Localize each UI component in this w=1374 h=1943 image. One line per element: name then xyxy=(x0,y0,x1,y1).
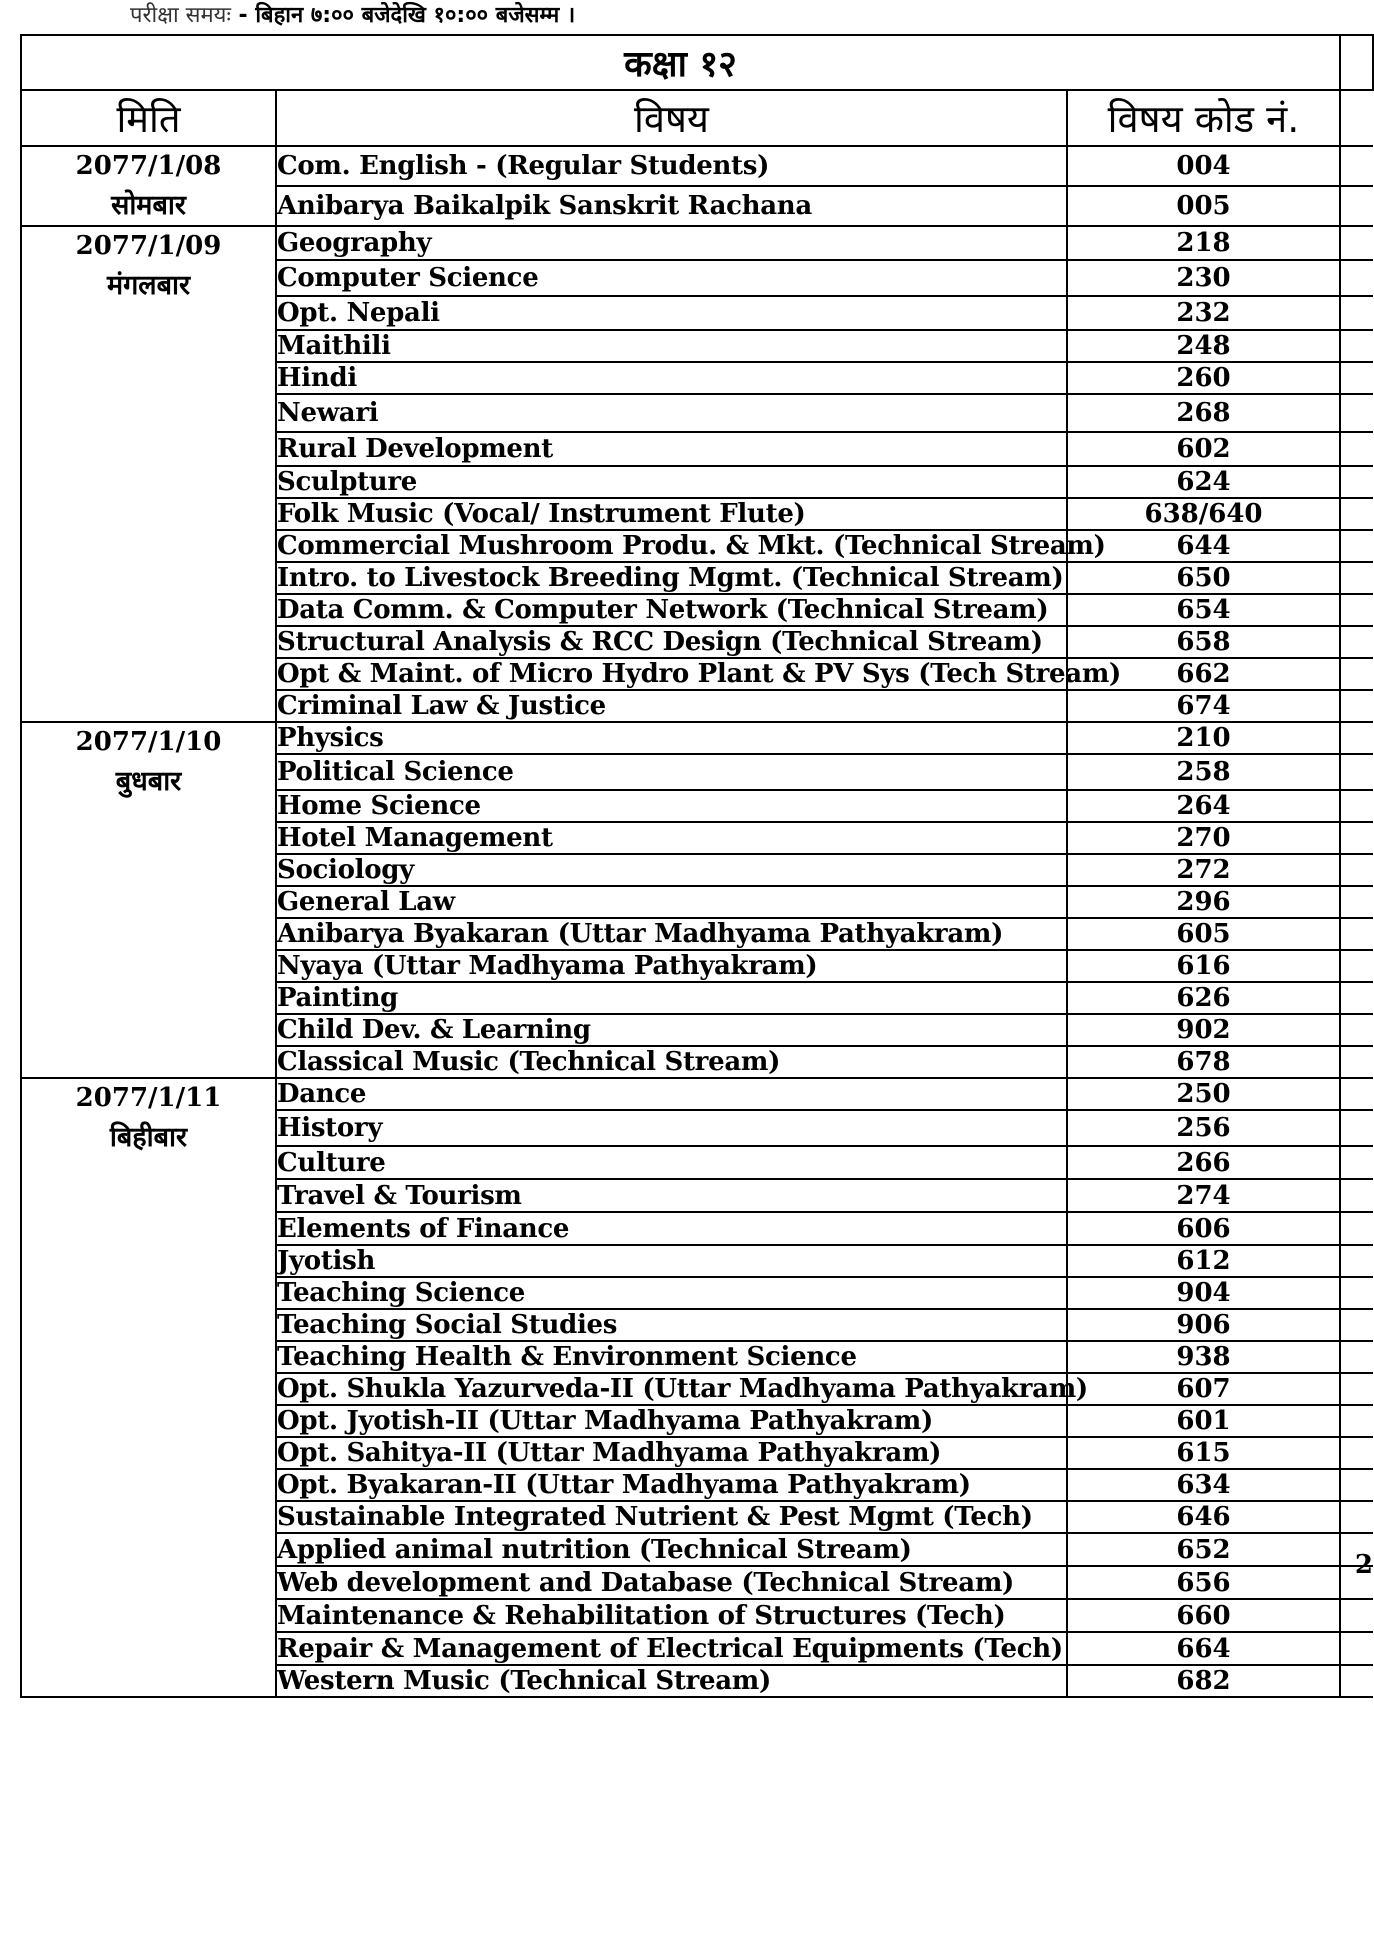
subject-cell: Opt. Nepali xyxy=(276,296,1067,330)
extra-column-cell xyxy=(1340,982,1373,1014)
subject-code-cell: 902 xyxy=(1067,1014,1340,1046)
subject-code-cell: 004 xyxy=(1067,146,1340,186)
subject-cell: Sociology xyxy=(276,854,1067,886)
extra-column-cell xyxy=(1340,1437,1373,1469)
extra-column-cell xyxy=(1340,1501,1373,1533)
subject-code-cell: 638/640 xyxy=(1067,498,1340,530)
subject-cell: Commercial Mushroom Produ. & Mkt. (Technical Stream) xyxy=(277,531,1106,561)
subject-cell: Hotel Management xyxy=(276,822,1067,854)
exam-date: 2077/1/08 xyxy=(75,151,222,181)
extra-column-cell xyxy=(1340,1245,1373,1277)
subject-code-cell: 272 xyxy=(1067,854,1340,886)
subject-cell: Teaching Social Studies xyxy=(276,1309,1067,1341)
subject-cell: Sustainable Integrated Nutrient & Pest Mgmt (Tech) xyxy=(276,1501,1067,1533)
extra-column-cell xyxy=(1340,690,1373,722)
subject-code-cell: 615 xyxy=(1067,1437,1340,1469)
exam-day: बिहीबार xyxy=(109,1122,188,1153)
subject-cell: Newari xyxy=(276,394,1067,432)
subject-code-cell: 602 xyxy=(1067,432,1340,466)
subject-cell: Elements of Finance xyxy=(276,1212,1067,1245)
extra-column-cell xyxy=(1340,90,1373,146)
column-header-subject: विषय xyxy=(276,90,1067,146)
subject-code-cell: 605 xyxy=(1067,918,1340,950)
subject-code-cell: 906 xyxy=(1067,1309,1340,1341)
extra-column-cell xyxy=(1340,1179,1373,1212)
cut-off-mark: 2 xyxy=(1354,1549,1374,1580)
subject-code-cell: 250 xyxy=(1067,1078,1340,1110)
subject-cell: Child Dev. & Learning xyxy=(276,1014,1067,1046)
subject-code-cell: 296 xyxy=(1067,886,1340,918)
extra-column-cell xyxy=(1340,754,1373,790)
subject-cell: Opt. Shukla Yazurveda-II (Uttar Madhyama Pathyakram) xyxy=(277,1374,1088,1404)
extra-column-cell xyxy=(1340,226,1373,260)
extra-column-cell xyxy=(1340,854,1373,886)
exam-date: 2077/1/10 xyxy=(75,727,222,757)
exam-day: बुधबार xyxy=(115,766,182,797)
date-cell xyxy=(21,1078,276,1697)
subject-cell: Computer Science xyxy=(276,260,1067,296)
subject-code-cell: 601 xyxy=(1067,1405,1340,1437)
subject-code-cell: 005 xyxy=(1067,186,1340,226)
table-row xyxy=(21,146,1373,186)
extra-column-cell xyxy=(1340,722,1373,754)
extra-column-cell xyxy=(1340,394,1373,432)
extra-column-cell xyxy=(1340,886,1373,918)
exam-date: 2077/1/09 xyxy=(75,231,222,261)
extra-column-cell xyxy=(1340,466,1373,498)
extra-column-cell xyxy=(1340,658,1373,690)
column-header-code: विषय कोड नं. xyxy=(1067,90,1340,146)
subject-code-cell: 938 xyxy=(1067,1341,1340,1373)
subject-cell: Culture xyxy=(276,1146,1067,1179)
subject-code-cell: 258 xyxy=(1067,754,1340,790)
extra-column-cell xyxy=(1340,530,1373,562)
extra-column-cell xyxy=(1340,626,1373,658)
subject-code-cell: 268 xyxy=(1067,394,1340,432)
exam-time-line xyxy=(130,0,575,32)
subject-cell: Web development and Database (Technical Stream) xyxy=(276,1566,1067,1599)
subject-code-cell: 260 xyxy=(1067,362,1340,394)
extra-column-cell xyxy=(1340,330,1373,362)
subject-cell: Teaching Health & Environment Science xyxy=(276,1341,1067,1373)
extra-column-cell xyxy=(1340,950,1373,982)
table-row xyxy=(21,722,1373,754)
subject-cell: Repair & Management of Electrical Equipments (Tech) xyxy=(276,1632,1067,1665)
extra-column-cell xyxy=(1340,1277,1373,1309)
extra-column-cell xyxy=(1340,35,1373,90)
subject-code-cell: 658 xyxy=(1067,626,1340,658)
column-header-date: मिति xyxy=(21,90,276,146)
extra-column-cell xyxy=(1340,1078,1373,1110)
subject-cell: Applied animal nutrition (Technical Stream) xyxy=(276,1533,1067,1566)
subject-code-cell: 664 xyxy=(1067,1632,1340,1665)
subject-cell: Sculpture xyxy=(276,466,1067,498)
subject-cell: Dance xyxy=(276,1078,1067,1110)
subject-cell: Maithili xyxy=(276,330,1067,362)
subject-code-cell: 634 xyxy=(1067,1469,1340,1501)
extra-column-cell xyxy=(1340,1665,1373,1697)
subject-code-cell: 266 xyxy=(1067,1146,1340,1179)
subject-code-cell: 682 xyxy=(1067,1665,1340,1697)
subject-code-cell: 624 xyxy=(1067,466,1340,498)
subject-cell: Teaching Science xyxy=(276,1277,1067,1309)
extra-column-cell xyxy=(1340,1341,1373,1373)
subject-cell: General Law xyxy=(276,886,1067,918)
subject-code-cell: 264 xyxy=(1067,790,1340,822)
subject-code-cell: 274 xyxy=(1067,1179,1340,1212)
subject-cell: Home Science xyxy=(276,790,1067,822)
subject-code-cell: 607 xyxy=(1067,1373,1340,1405)
subject-code-cell: 270 xyxy=(1067,822,1340,854)
subject-cell: Physics xyxy=(276,722,1067,754)
subject-cell: Data Comm. & Computer Network (Technical Stream) xyxy=(276,594,1067,626)
subject-cell: Painting xyxy=(276,982,1067,1014)
subject-cell: Opt & Maint. of Micro Hydro Plant & PV Sys (Tech Stream) xyxy=(277,659,1122,689)
exam-day: मंगलबार xyxy=(106,270,191,301)
exam-time-label: परीक्षा समयः xyxy=(130,3,231,28)
subject-code-cell: 612 xyxy=(1067,1245,1340,1277)
extra-column-cell xyxy=(1340,1110,1373,1146)
extra-column-cell xyxy=(1340,594,1373,626)
extra-column-cell xyxy=(1340,362,1373,394)
table-row xyxy=(21,226,1373,260)
extra-column-cell xyxy=(1340,186,1373,226)
subject-cell: Rural Development xyxy=(276,432,1067,466)
extra-column-cell xyxy=(1340,432,1373,466)
subject-cell: Criminal Law & Justice xyxy=(276,690,1067,722)
class-title-row xyxy=(21,35,1373,90)
subject-code-cell: 644 xyxy=(1067,530,1340,562)
subject-code-cell: 904 xyxy=(1067,1277,1340,1309)
date-cell xyxy=(21,146,276,226)
subject-code-cell: 248 xyxy=(1067,330,1340,362)
subject-code-cell: 678 xyxy=(1067,1046,1340,1078)
subject-cell: Political Science xyxy=(276,754,1067,790)
subject-code-cell: 650 xyxy=(1067,562,1340,594)
exam-date: 2077/1/11 xyxy=(75,1083,222,1113)
subject-code-cell: 674 xyxy=(1067,690,1340,722)
extra-column-cell xyxy=(1340,1309,1373,1341)
subject-cell: Maintenance & Rehabilitation of Structures (Tech) xyxy=(276,1599,1067,1632)
date-cell xyxy=(21,226,276,722)
extra-column-cell xyxy=(1340,1146,1373,1179)
extra-column-cell xyxy=(1340,296,1373,330)
class-title: कक्षा १२ xyxy=(21,35,1340,90)
subject-cell: Jyotish xyxy=(276,1245,1067,1277)
subject-cell: Hindi xyxy=(276,362,1067,394)
subject-code-cell: 626 xyxy=(1067,982,1340,1014)
subject-code-cell: 646 xyxy=(1067,1501,1340,1533)
extra-column-cell xyxy=(1340,498,1373,530)
subject-cell: Folk Music (Vocal/ Instrument Flute) xyxy=(276,498,1067,530)
subject-code-cell: 210 xyxy=(1067,722,1340,754)
subject-cell: Travel & Tourism xyxy=(276,1179,1067,1212)
extra-column-cell xyxy=(1340,822,1373,854)
extra-column-cell xyxy=(1340,918,1373,950)
extra-column-cell xyxy=(1340,1046,1373,1078)
subject-cell: Geography xyxy=(276,226,1067,260)
exam-time-value: - बिहान ७:०० बजेदेखि १०:०० बजेसम्म । xyxy=(230,3,576,28)
subject-code-cell: 654 xyxy=(1067,594,1340,626)
extra-column-cell xyxy=(1340,1212,1373,1245)
subject-code-cell: 256 xyxy=(1067,1110,1340,1146)
table-row xyxy=(21,1078,1373,1110)
subject-code-cell: 606 xyxy=(1067,1212,1340,1245)
extra-column-cell xyxy=(1340,146,1373,186)
subject-cell: History xyxy=(276,1110,1067,1146)
extra-column-cell xyxy=(1340,1599,1373,1632)
exam-day: सोमबार xyxy=(111,190,186,221)
extra-column-cell xyxy=(1340,1533,1374,1580)
subject-code-cell: 616 xyxy=(1067,950,1340,982)
date-cell xyxy=(21,722,276,1078)
extra-column-cell xyxy=(1340,1405,1373,1437)
subject-cell: Opt. Sahitya-II (Uttar Madhyama Pathyakram) xyxy=(276,1437,1067,1469)
extra-column-cell xyxy=(1340,1014,1373,1046)
extra-column-cell xyxy=(1340,790,1373,822)
subject-code-cell: 232 xyxy=(1067,296,1340,330)
extra-column-cell xyxy=(1340,1566,1373,1599)
subject-cell: Structural Analysis & RCC Design (Technical Stream) xyxy=(276,626,1067,658)
extra-column-cell xyxy=(1340,562,1373,594)
subject-cell: Nyaya (Uttar Madhyama Pathyakram) xyxy=(276,950,1067,982)
subject-cell: Classical Music (Technical Stream) xyxy=(276,1046,1067,1078)
subject-cell: Anibarya Baikalpik Sanskrit Rachana xyxy=(276,186,1067,226)
subject-code-cell: 662 xyxy=(1067,658,1340,690)
header-row xyxy=(21,90,1373,146)
subject-cell: Com. English - (Regular Students) xyxy=(276,146,1067,186)
subject-cell: Western Music (Technical Stream) xyxy=(276,1665,1067,1697)
subject-code-cell: 652 xyxy=(1067,1533,1340,1566)
subject-cell: Anibarya Byakaran (Uttar Madhyama Pathyakram) xyxy=(276,918,1067,950)
subject-cell: Opt. Jyotish-II (Uttar Madhyama Pathyakram) xyxy=(276,1405,1067,1437)
subject-code-cell: 230 xyxy=(1067,260,1340,296)
extra-column-cell xyxy=(1340,260,1373,296)
extra-column-cell xyxy=(1340,1373,1373,1405)
subject-code-cell: 656 xyxy=(1067,1566,1340,1599)
subject-cell: Opt. Byakaran-II (Uttar Madhyama Pathyakram) xyxy=(276,1469,1067,1501)
schedule-table xyxy=(20,34,1374,1698)
extra-column-cell xyxy=(1340,1469,1373,1501)
subject-code-cell: 660 xyxy=(1067,1599,1340,1632)
subject-cell: Intro. to Livestock Breeding Mgmt. (Technical Stream) xyxy=(276,562,1067,594)
subject-code-cell: 218 xyxy=(1067,226,1340,260)
extra-column-cell xyxy=(1340,1632,1373,1665)
